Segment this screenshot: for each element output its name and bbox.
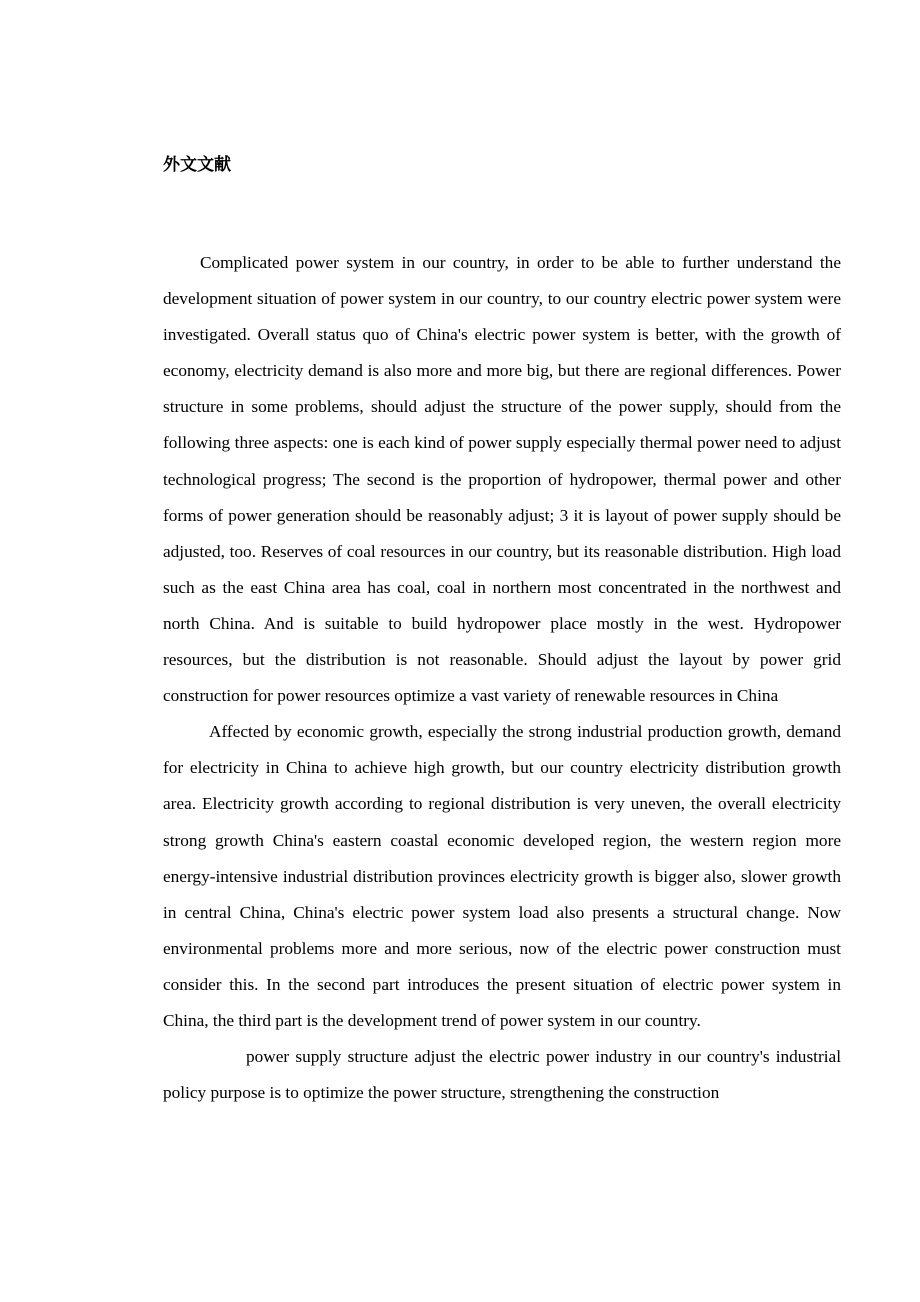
page-heading: 外文文献: [163, 155, 231, 175]
paragraph-2: Affected by economic growth, especially the strong industrial production growth, demand for electricity in China to achieve high growth, but our country electricity distribution growth area. Electricity growth according to regional distribution is very uneven, the overall electricity strong growth China's eastern coastal economic developed region, the western region more energy-intensive industrial distribution provinces electricity growth is bigger also, slower growth in central China, China's electric power system load also presents a structural change. Now environmental problems more and more serious, now of the electric power construction must consider this. In the second part introduces the present situation of electric power system in China, the third part is the development trend of power system in our country.: [163, 722, 841, 1030]
paragraph-1: Complicated power system in our country, in order to be able to further understand the development situation of power system in our country, to our country electric power system were investigated. Overall status quo of China's electric power system is better, with the growth of economy, electricity demand is also more and more big, but there are regional differences. Power structure in some problems, should adjust the structure of the power supply, should from the following three aspects: one is each kind of power supply especially thermal power need to adjust technological progress; The second is the proportion of hydropower, thermal power and other forms of power generation should be reasonably adjust; 3 it is layout of power supply should be adjusted, too. Reserves of coal resources in our country, but its reasonable distribution. High load such as the east China area has coal, coal in northern most concentrated in the northwest and north China. And is suitable to build hydropower place mostly in the west. Hydropower resources, but the distribution is not reasonable. Should adjust the layout by power grid construction for power resources optimize a vast variety of renewable resources in China: [163, 253, 841, 706]
body-text: [163, 245, 841, 1111]
paragraph-3: power supply structure adjust the electric power industry in our country's industrial policy purpose is to optimize the power structure, strengthening the construction: [163, 1047, 841, 1103]
